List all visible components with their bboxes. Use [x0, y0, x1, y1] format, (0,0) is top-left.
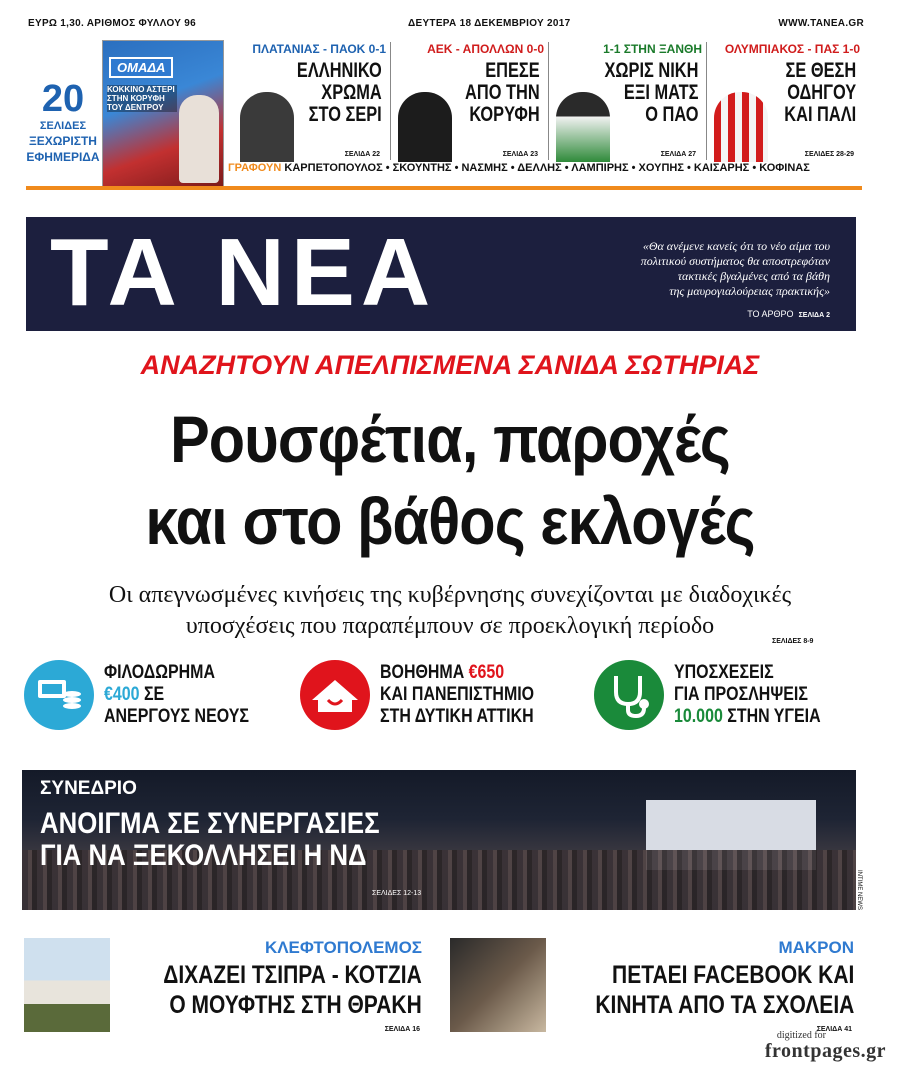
promo-text: ΥΠΟΣΧΕΣΕΙΣ ΓΙΑ ΠΡΟΣΛΗΨΕΙΣ 10.000 ΣΤΗΝ ΥΓΕΙΑ	[674, 662, 821, 727]
congress-label: ΣΥΝΕΔΡΙΟ	[40, 778, 137, 799]
sports-headline: ΧΩΡΙΣ ΝΙΚΗ ΕΞΙ ΜΑΤΣ Ο ΠΑΟ	[604, 59, 698, 126]
congress-headline: ΑΝΟΙΓΜΑ ΣΕ ΣΥΝΕΡΓΑΣΙΕΣ ΓΙΑ ΝΑ ΞΕΚΟΛΛΗΣΕΙ Η ΝΔ	[40, 807, 380, 872]
match-result: 1-1 ΣΤΗΝ ΞΑΝΘΗ	[603, 42, 702, 56]
bottom-story-macron[interactable]	[450, 938, 854, 1036]
story-tag: ΜΑΚΡΟΝ	[778, 938, 854, 957]
page-ref: ΣΕΛΙΔΑ 27	[660, 151, 696, 158]
writers-line	[228, 162, 862, 180]
match-result: ΠΛΑΤΑΝΙΑΣ - ΠΑΟΚ 0-1	[252, 42, 386, 56]
supplement-headline: ΚΟΚΚΙΝΟ ΑΣΤΕΡΙ ΣΤΗΝ ΚΟΡΥΦΗ ΤΟΥ ΔΕΝΤΡΟΥ	[107, 85, 177, 112]
sports-story-4[interactable]	[710, 42, 860, 162]
promo-health[interactable]	[594, 660, 864, 740]
issue-date: ΔΕΥΤΕΡΑ 18 ΔΕΚΕΜΒΡΙΟΥ 2017	[408, 18, 571, 29]
price-issue: ΕΥΡΩ 1,30. ΑΡΙΘΜΟΣ ΦΥΛΛΟΥ 96	[28, 18, 197, 29]
stethoscope-icon	[594, 660, 664, 730]
page-ref: ΣΕΛΙΔΕΣ 12-13	[372, 890, 422, 897]
promo-gift[interactable]	[24, 660, 284, 740]
supplement-line2: ΕΦΗΜΕΡΙΔΑ	[26, 150, 100, 164]
digitized-watermark: digitized for frontpages.gr	[764, 1030, 886, 1062]
lead-deck: Οι απεγνωσμένες κινήσεις της κυβέρνησης συνεχίζονται με διαδοχικές υποσχέσεις που παραπέμπουν σε προεκλογική περίοδο	[108, 582, 792, 639]
supplement-pages-word: ΣΕΛΙΔΕΣ	[39, 120, 87, 132]
divider	[548, 42, 549, 160]
house-icon	[300, 660, 370, 730]
photo-credit: INTIME NEWS	[856, 870, 862, 910]
supplement-page-count: 20	[41, 78, 85, 120]
story-headline: ΔΙΧΑΖΕΙ ΤΣΙΠΡΑ - ΚΟΤΖΙΑ Ο ΜΟΥΦΤΗΣ ΣΤΗ ΘΡΑΚΗ	[163, 961, 422, 1019]
supplement-title: ΟΜΑΔΑ	[109, 57, 173, 78]
bottom-story-mufti[interactable]	[24, 938, 422, 1036]
editorial-ref[interactable]: ΤΟ ΑΡΘΡΟ ΣΕΛΙΔΑ 2	[747, 309, 830, 319]
story-photo	[450, 938, 546, 1032]
player-photo	[179, 95, 219, 183]
page-ref: ΣΕΛΙΔΑ 22	[344, 151, 380, 158]
sports-headline: ΕΛΛΗΝΙΚΟ ΧΡΩΜΑ ΣΤΟ ΣΕΡΙ	[297, 59, 382, 126]
page-ref: ΣΕΛΙΔΕΣ 28-29	[804, 151, 854, 158]
player-photo	[556, 92, 610, 162]
promo-allowance[interactable]	[300, 660, 580, 740]
page-ref: ΣΕΛΙΔΑ 41	[816, 1026, 852, 1033]
divider	[390, 42, 391, 160]
player-photo	[714, 92, 768, 162]
sports-headline: ΣΕ ΘΕΣΗ ΟΔΗΓΟΥ ΚΑΙ ΠΑΛΙ	[784, 59, 856, 126]
story-tag: ΚΛΕΦΤΟΠΟΛΕΜΟΣ	[264, 938, 422, 957]
page-ref: ΣΕΛΙΔΑ 16	[384, 1026, 420, 1033]
section-rule	[26, 186, 862, 190]
promo-text: ΒΟΗΘΗΜΑ €650 ΚΑΙ ΠΑΝΕΠΙΣΤΗΜΙΟ ΣΤΗ ΔΥΤΙΚΗ ΑΤΤΙΚΗ	[380, 662, 535, 727]
page-ref: ΣΕΛΙΔΑ 23	[502, 151, 538, 158]
supplement-badge	[26, 80, 100, 164]
website-link[interactable]: WWW.TANEA.GR	[778, 18, 864, 29]
lead-kicker: ΑΝΑΖΗΤΟΥΝ ΑΠΕΛΠΙΣΜΕΝΑ ΣΑΝΙΔΑ ΣΩΤΗΡΙΑΣ	[140, 350, 760, 380]
lead-headline[interactable]: Ρουσφέτια, παροχές και στο βάθος εκλογές	[145, 402, 755, 558]
coach-photo	[398, 92, 452, 162]
supplement-cover[interactable]	[102, 40, 224, 188]
writers-label: ΓΡΑΦΟΥΝ	[228, 162, 282, 174]
supplement-line1: ΞΕΧΩΡΙΣΤΗ	[29, 134, 97, 148]
masthead	[26, 217, 856, 331]
promo-text: ΦΙΛΟΔΩΡΗΜΑ €400 ΣΕ ΑΝΕΡΓΟΥΣ ΝΕΟΥΣ	[104, 662, 249, 727]
divider	[706, 42, 707, 160]
story-photo	[24, 938, 110, 1032]
sports-story-3[interactable]	[552, 42, 702, 162]
story-headline: ΠΕΤΑΕΙ FACEBOOK ΚΑΙ ΚΙΝΗΤΑ ΑΠΟ ΤΑ ΣΧΟΛΕΙΑ	[595, 961, 854, 1019]
writers-names: ΚΑΡΠΕΤΟΠΟΥΛΟΣ • ΣΚΟΥΝΤΗΣ • ΝΑΣΜΗΣ • ΔΕΛΛΗΣ • ΛΑΜΠΙΡΗΣ • ΧΟΥΠΗΣ • ΚΑΙΣΑΡΗΣ • ΚΟΦΙΝΑΣ	[284, 162, 810, 174]
sports-story-2[interactable]	[394, 42, 544, 162]
newspaper-logo: ΤΑ ΝΕΑ	[50, 219, 437, 326]
money-icon	[24, 660, 94, 730]
congress-story[interactable]	[22, 770, 856, 910]
lead-page-ref: ΣΕΛΙΔΕΣ 8-9	[772, 638, 814, 645]
sports-story-1[interactable]	[236, 42, 386, 162]
match-result: ΟΛΥΜΠΙΑΚΟΣ - ΠΑΣ 1-0	[724, 42, 860, 56]
editorial-quote: «Θα ανέμενε κανείς ότι το νέο αίμα του πολιτικού συστήματος θα αποστρεφόταν τακτικές βγαλμένες από τα βάθη της μαυρογιαλούρειας πρακτικής»	[640, 239, 830, 298]
player-photo	[240, 92, 294, 162]
sports-headline: ΕΠΕΣΕ ΑΠΟ ΤΗΝ ΚΟΡΥΦΗ	[465, 59, 540, 126]
match-result: ΑΕΚ - ΑΠΟΛΛΩΝ 0-0	[427, 42, 544, 56]
top-info-line	[28, 18, 864, 34]
